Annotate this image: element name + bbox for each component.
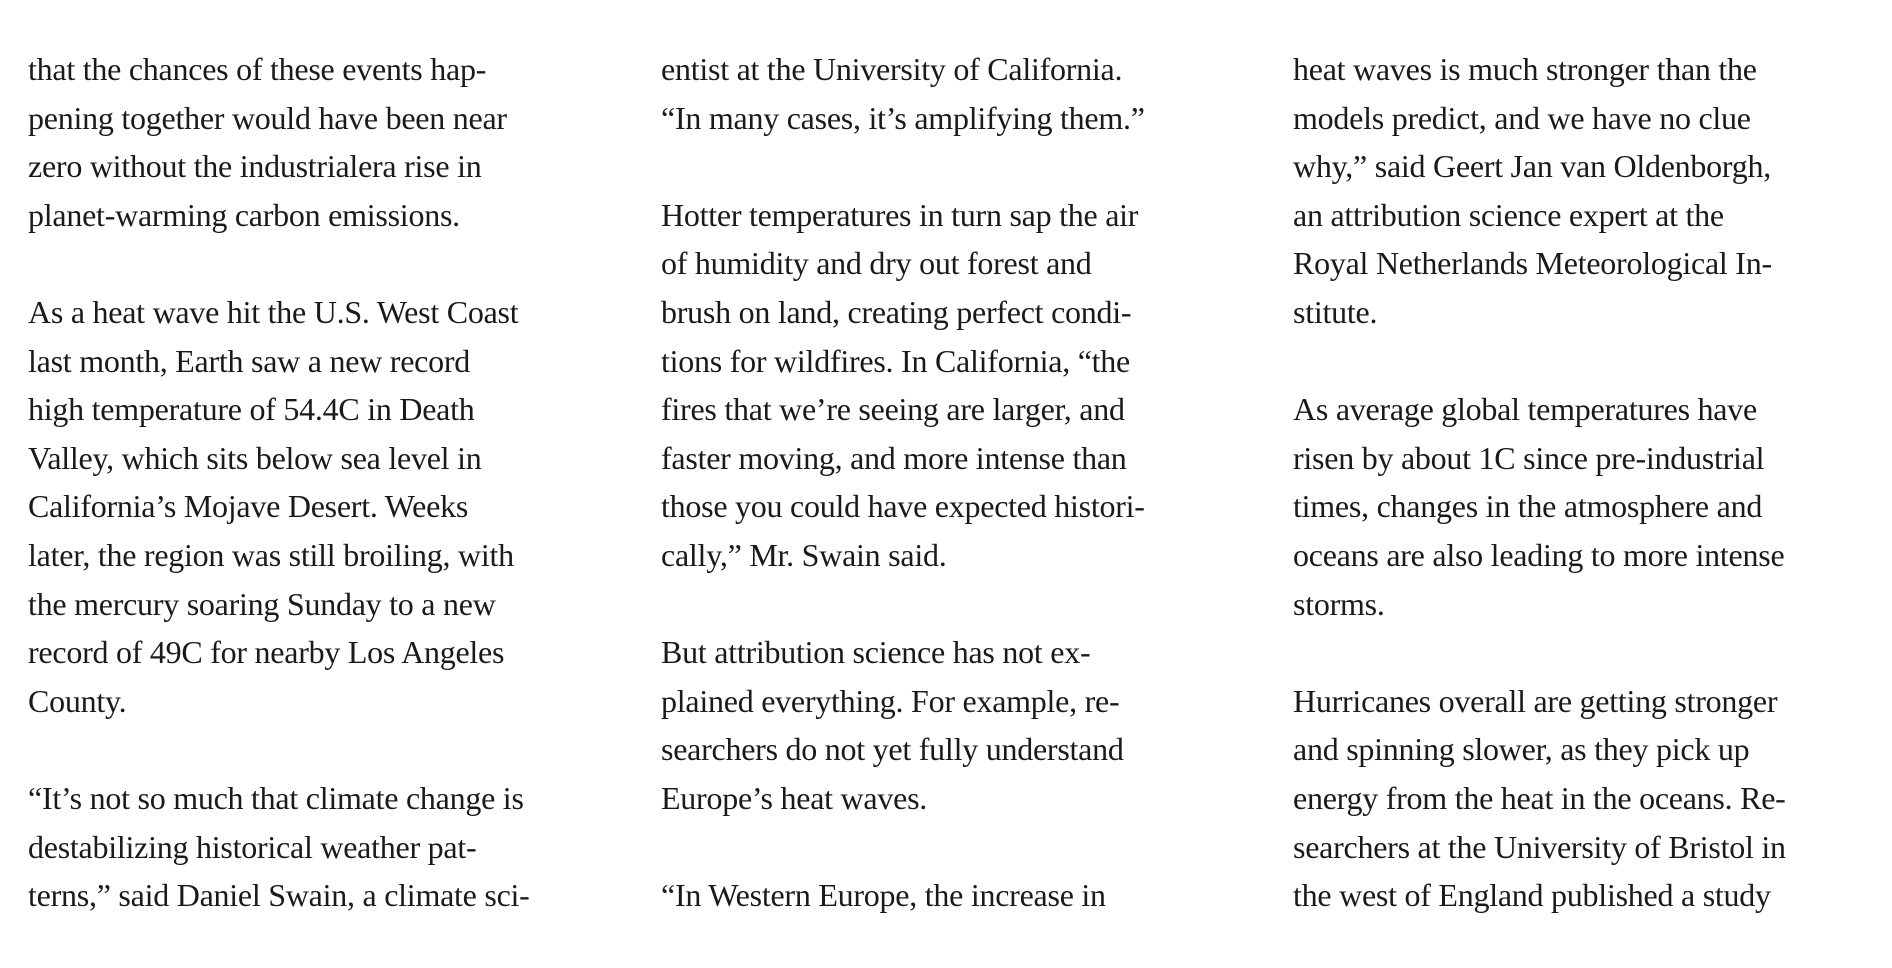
text-line: plained everything. For example, re- <box>661 682 1120 719</box>
text-line: Valley, which sits below sea level in <box>28 439 482 476</box>
text-line: As average global temperatures have <box>1293 391 1757 428</box>
text-line: last month, Earth saw a new record <box>28 342 471 379</box>
text-line: planet-warming carbon emissions. <box>28 196 460 233</box>
text-line: oceans are also leading to more intense <box>1293 536 1785 573</box>
article-column-3 <box>1293 45 1883 968</box>
text-line: searchers at the University of Bristol in <box>1293 828 1786 865</box>
text-line: times, changes in the atmosphere and <box>1293 488 1763 525</box>
paragraph <box>28 288 618 725</box>
text-line: entist at the University of California. <box>661 51 1123 87</box>
paragraph <box>661 45 1251 142</box>
text-line: terns,” said Daniel Swain, a climate sci- <box>28 877 530 914</box>
text-line: fires that we’re seeing are larger, and <box>661 391 1125 428</box>
text-line: brush on land, creating perfect condi- <box>661 293 1132 330</box>
text-line: an attribution science expert at the <box>1293 196 1724 233</box>
text-line: cally,” Mr. Swain said. <box>661 536 947 573</box>
text-line: and spinning slower, as they pick up <box>1293 731 1750 768</box>
text-line: later, the region was still broiling, with <box>28 536 514 573</box>
paragraph <box>1293 385 1883 628</box>
paragraph <box>1293 677 1883 920</box>
text-line: Hurricanes overall are getting stronger <box>1293 682 1778 719</box>
text-line: heat waves is much stronger than the <box>1293 51 1757 87</box>
text-line: Hotter temperatures in turn sap the air <box>661 196 1139 233</box>
text-line: models predict, and we have no clue <box>1293 99 1751 136</box>
text-line: those you could have expected histori- <box>661 488 1145 525</box>
text-line: zero without the industrialera rise in <box>28 148 482 185</box>
text-line: Royal Netherlands Meteorological In- <box>1293 245 1772 282</box>
text-line: pening together would have been near <box>28 99 507 136</box>
article-column-2 <box>661 45 1251 968</box>
text-line: why,” said Geert Jan van Oldenborgh, <box>1293 148 1771 185</box>
text-line: Europe’s heat waves. <box>661 779 928 816</box>
text-line: the mercury soaring Sunday to a new <box>28 585 496 622</box>
text-line: “In many cases, it’s amplifying them.” <box>661 99 1145 136</box>
paragraph <box>661 191 1251 580</box>
text-line: of humidity and dry out forest and <box>661 245 1092 282</box>
paragraph <box>661 628 1251 822</box>
text-line: record of 49C for nearby Los Angeles <box>28 634 505 671</box>
paragraph <box>28 774 618 920</box>
text-line: But attribution science has not ex- <box>661 634 1091 671</box>
text-line: tions for wildfires. In California, “the <box>661 342 1130 379</box>
text-line: California’s Mojave Desert. Weeks <box>28 488 469 525</box>
text-line: destabilizing historical weather pat- <box>28 828 477 865</box>
text-line: risen by about 1C since pre-industrial <box>1293 439 1765 476</box>
text-line: faster moving, and more intense than <box>661 439 1127 476</box>
text-line: As a heat wave hit the U.S. West Coast <box>28 293 519 330</box>
paragraph <box>28 45 618 239</box>
paragraph <box>1293 45 1883 337</box>
text-line: searchers do not yet fully understand <box>661 731 1124 768</box>
text-line: the west of England published a study <box>1293 877 1771 914</box>
text-line: high temperature of 54.4C in Death <box>28 391 475 428</box>
text-line: “In Western Europe, the increase in <box>661 877 1106 914</box>
article-column-1 <box>28 45 618 968</box>
text-line: “It’s not so much that climate change is <box>28 779 524 816</box>
text-line: stitute. <box>1293 293 1378 330</box>
text-line: energy from the heat in the oceans. Re- <box>1293 779 1786 816</box>
text-line: County. <box>28 682 127 719</box>
text-line: storms. <box>1293 585 1385 622</box>
text-line: that the chances of these events hap- <box>28 51 487 87</box>
paragraph <box>661 871 1251 920</box>
